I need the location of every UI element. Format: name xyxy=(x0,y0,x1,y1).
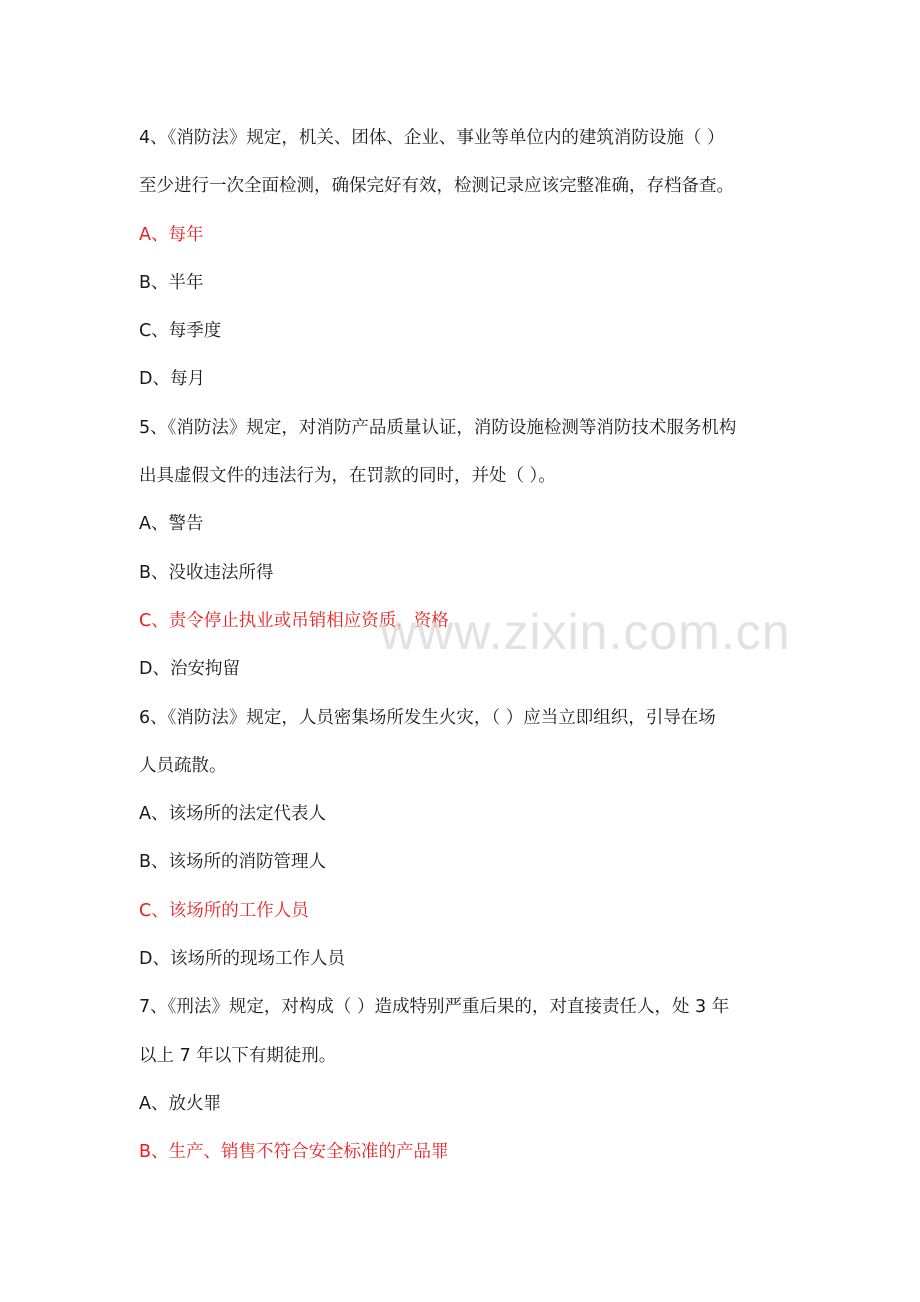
question-6 xyxy=(139,694,799,984)
option-d: D、该场所的现场工作人员 xyxy=(139,949,345,970)
question-stem-line: 出具虚假文件的违法行为，在罚款的同时，并处（ ）。 xyxy=(139,466,556,487)
question-stem-line: 6、《消防法》规定，人员密集场所发生火灾，（ ）应当立即组织，引导在场 xyxy=(139,707,716,728)
question-list xyxy=(139,114,799,1177)
question-stem-line: 5、《消防法》规定，对消防产品质量认证，消防设施检测等消防技术服务机构 xyxy=(139,417,737,438)
option-d: D、每月 xyxy=(139,369,205,390)
option-a: A、警告 xyxy=(139,514,204,535)
question-stem-line: 以上 7 年以下有期徒刑。 xyxy=(139,1045,337,1066)
option-b: B、半年 xyxy=(139,272,204,293)
option-a-correct: A、每年 xyxy=(139,224,204,245)
question-5 xyxy=(139,404,799,694)
question-4 xyxy=(139,114,799,404)
option-c: C、每季度 xyxy=(139,321,222,342)
watermark: www.zixin.com.cn xyxy=(380,604,791,660)
question-stem-line: 至少进行一次全面检测，确保完好有效，检测记录应该完整准确，存档备查。 xyxy=(139,176,734,197)
option-d: D、治安拘留 xyxy=(139,659,240,680)
question-stem-line: 4、《消防法》规定，机关、团体、企业、事业等单位内的建筑消防设施（ ） xyxy=(139,128,725,148)
question-stem-line: 7、《刑法》规定，对构成（ ）造成特别严重后果的，对直接责任人，处 3 年 xyxy=(139,997,730,1018)
option-a: A、放火罪 xyxy=(139,1093,221,1114)
option-c-correct: C、该场所的工作人员 xyxy=(139,900,309,921)
option-b: B、该场所的消防管理人 xyxy=(139,852,327,873)
option-c-correct: C、责令停止执业或吊销相应资质，资格 xyxy=(139,610,449,631)
option-b-correct: B、生产、销售不符合安全标准的产品罪 xyxy=(139,1142,449,1163)
option-b: B、没收违法所得 xyxy=(139,562,274,583)
question-stem-line: 人员疏散。 xyxy=(139,755,227,776)
option-a: A、该场所的法定代表人 xyxy=(139,804,326,825)
question-7 xyxy=(139,983,799,1176)
